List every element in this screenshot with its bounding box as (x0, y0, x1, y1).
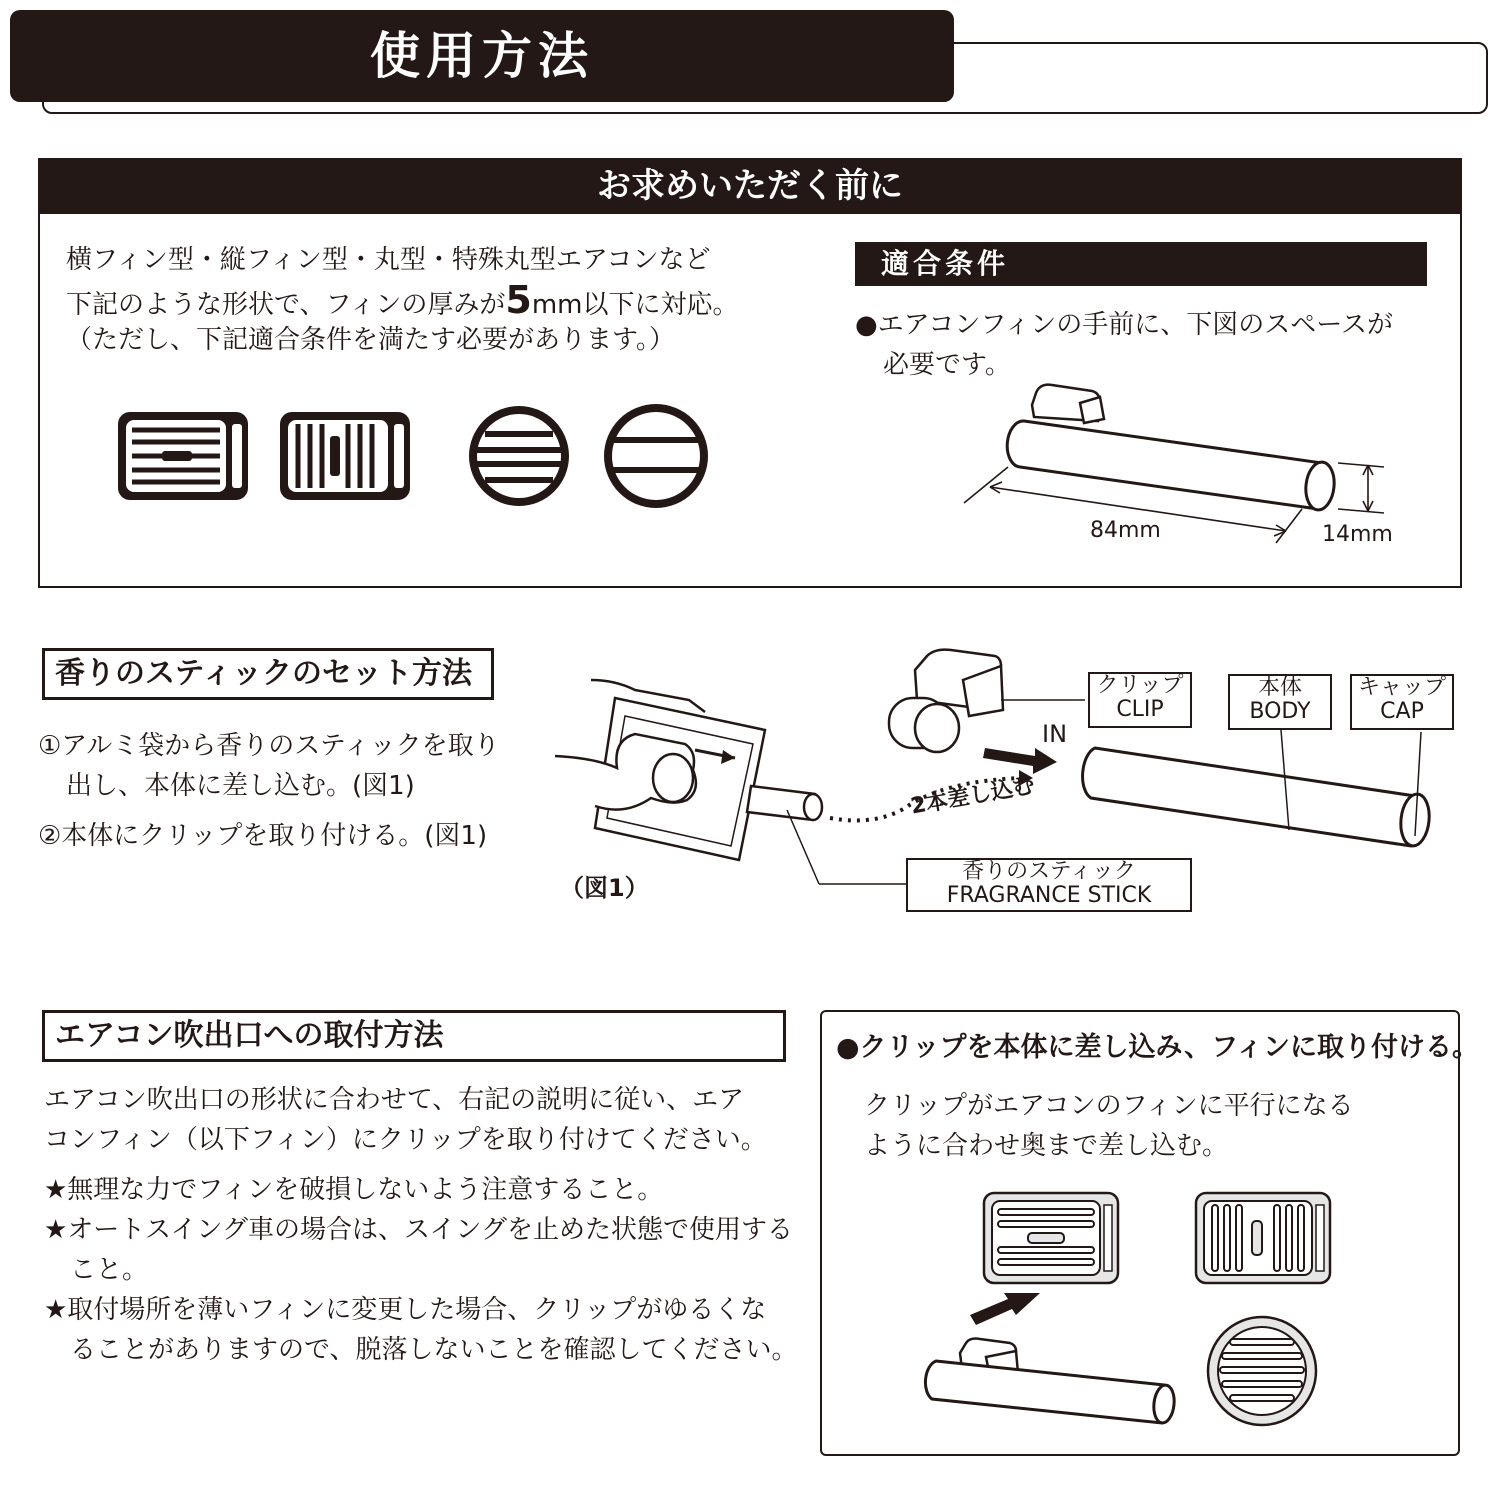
cap-label-en: CAP (1380, 699, 1424, 724)
stick-label-ja: 香りのスティック (962, 859, 1136, 884)
mount-note-3: ★取付場所を薄いフィンに変更した場合、クリップがゆるくな (44, 1295, 767, 1325)
mount-note-2b: こと。 (70, 1255, 149, 1285)
mount-note-1: ★無理な力でフィンを破損しないよう注意すること。 (44, 1175, 664, 1205)
stick-heading: 香りのスティックのセット方法 (42, 648, 494, 700)
figure-label: （図1） (560, 874, 649, 902)
stick-step-2: ②本体にクリップを取り付ける。(図1) (38, 821, 488, 851)
device-body (1007, 421, 1336, 511)
vertical-fin-vent-icon (280, 412, 410, 500)
vent-icons (110, 400, 730, 520)
horizontal-fin-vent-icon (984, 1193, 1118, 1283)
fragrance-stick-label-box (906, 858, 1192, 912)
clip-label-en: CLIP (1116, 697, 1164, 722)
mount-note-2: ★オートスイング車の場合は、スイングを止めた状態で使用する (44, 1215, 793, 1245)
insert-two-label: 2本差し込む (908, 773, 1037, 820)
mount-figure (920, 1185, 1440, 1445)
pre-line-2b: mm以下に対応。 (531, 290, 739, 320)
vertical-fin-vent-icon (1196, 1193, 1330, 1283)
round-vent-icon (1208, 1317, 1316, 1425)
pre-line-1: 横フィン型・縦フィン型・丸型・特殊丸型エアコンなど (66, 245, 711, 275)
device-body (925, 1361, 1176, 1424)
condition-heading: 適合条件 (855, 242, 1427, 286)
clip-shape (889, 650, 1003, 752)
horizontal-fin-vent-icon (118, 412, 248, 500)
clip-label-box (1088, 672, 1192, 728)
round-vent-icon (469, 406, 569, 506)
condition-line-1: ●エアコンフィンの手前に、下図のスペースが (855, 310, 1394, 340)
mount-right-heading: ●クリップを本体に差し込み、フィンに取り付ける。 (836, 1032, 1479, 1063)
cap-label-box (1350, 674, 1454, 730)
body-label-en: BODY (1249, 699, 1311, 724)
special-round-vent-icon (604, 404, 708, 508)
diameter-label: 14mm (1322, 522, 1393, 547)
fragrance-stick-shape (747, 786, 822, 820)
body-label-ja: 本体 (1257, 675, 1302, 700)
device-body (1083, 748, 1432, 847)
mount-note-3b: ることがありますので、脱落しないことを確認してください。 (70, 1335, 798, 1365)
in-label: IN (1042, 720, 1068, 748)
stick-step-1b: 出し、本体に差し込む。(図1) (66, 771, 415, 801)
stick-label-en: FRAGRANCE STICK (946, 883, 1152, 908)
pre-line-2 (66, 280, 739, 325)
pre-line-2a: 下記のような形状で、フィンの厚みが (66, 290, 506, 320)
mount-intro-2: コンフィン（以下フィン）にクリップを取り付けてください。 (44, 1125, 767, 1155)
stick-step-1: ①アルミ袋から香りのスティックを取り (38, 731, 500, 761)
condition-line-2: 必要です。 (883, 350, 1011, 380)
mount-right-line-2: ように合わせ奥まで差し込む。 (864, 1131, 1229, 1161)
mount-intro-1: エアコン吹出口の形状に合わせて、右記の説明に従い、エア (44, 1085, 745, 1115)
hand-icon (555, 680, 705, 810)
mount-right-line-1: クリップがエアコンのフィンに平行になる (864, 1091, 1354, 1121)
mount-heading: エアコン吹出口への取付方法 (42, 1010, 786, 1062)
pre-purchase-heading: お求めいただく前に (38, 158, 1462, 214)
up-arrow-icon (970, 1293, 1040, 1325)
page-title: 使用方法 (370, 27, 594, 85)
body-label-box (1228, 674, 1332, 730)
clip-shape (1032, 385, 1104, 423)
length-label: 84mm (1090, 518, 1161, 543)
pre-line-3: （ただし、下記適合条件を満たす必要があります。） (66, 325, 675, 355)
clip-label-ja: クリップ (1096, 673, 1184, 698)
thickness-value: 5 (505, 278, 532, 322)
cap-label-ja: キャップ (1357, 675, 1446, 700)
